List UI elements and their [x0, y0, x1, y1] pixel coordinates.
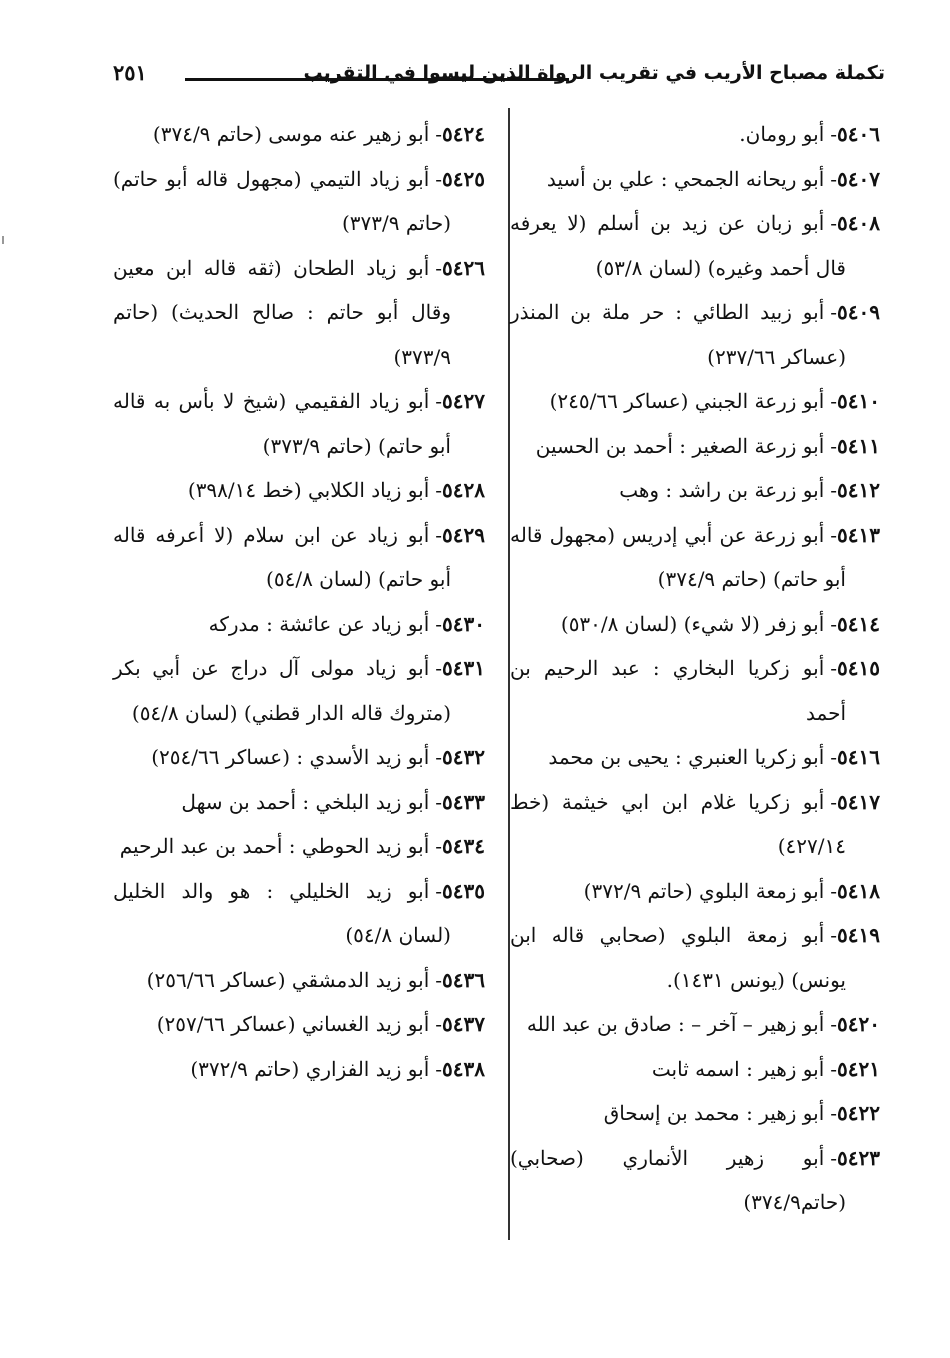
entry-text: أبو زبيد الطائي : حر ملة بن المنذر (عساكر ٢٣٧/٦٦) — [510, 300, 846, 369]
entry: ٥٤٣٠-أبو زياد عن عائشة : مدركه — [208, 611, 485, 636]
entry: ٥٤٠٩-أبو زبيد الطائي : حر ملة بن المنذر (عساكر ٢٣٧/٦٦) — [510, 300, 880, 369]
entry-number: ٥٤٠٧ — [837, 166, 880, 191]
entry: ٥٤٣٤-أبو زيد الحوطي : أحمد بن عبد الرحيم — [119, 834, 485, 858]
entry: ٥٤٢٨-أبو زياد الكلابي (خط ٣٩٨/١٤) — [187, 478, 485, 502]
entry-text: أبو زيد الغساني (عساكر ٢٥٧/٦٦) — [156, 1012, 430, 1036]
entry-number: ٥٤٢٧ — [442, 389, 485, 413]
entry-number: ٥٤٢٦ — [442, 255, 485, 280]
entry-text: أبو زهير – آخر – : صادق بن عبد الله — [526, 1012, 825, 1036]
entry-number: ٥٤٣٠ — [442, 611, 485, 636]
entry-number: ٥٤٢٩ — [442, 522, 485, 547]
entry: ٥٤٣٢-أبو زيد الأسدي : (عساكر ٢٥٤/٦٦) — [151, 745, 485, 769]
entry-text: أبو زيد البلخي : أحمد بن سهل — [181, 789, 430, 814]
entry: ٥٤٣٨-أبو زيد الفزاري (حاتم ٣٧٢/٩) — [190, 1056, 485, 1081]
entry: ٥٤١٨-أبو زمعة البلوي (حاتم ٣٧٢/٩) — [583, 878, 880, 903]
entry-text: أبو زياد عن عائشة : مدركه — [208, 611, 430, 636]
entry: ٥٤٢٧-أبو زياد الفقيمي (شيخ لا بأس به قاله أبو حاتم) (حاتم ٣٧٣/٩) — [113, 389, 485, 458]
entry-text: أبو زيد الخليلي : هو والد الخليل (لسان ٥٤/٨) — [113, 878, 451, 947]
entry-number: ٥٤٣٣ — [442, 789, 485, 814]
right-column — [510, 112, 880, 1225]
entry-number: ٥٤٢٢ — [837, 1101, 880, 1125]
entry-number: ٥٤١٩ — [837, 923, 880, 947]
entry-number: ٥٤١٣ — [837, 522, 880, 547]
entry: ٥٤٣٦-أبو زيد الدمشقي (عساكر ٢٥٦/٦٦) — [146, 967, 485, 992]
entry-number: ٥٤٠٦ — [837, 122, 880, 146]
entry: ٥٤٢١-أبو زهير : اسمه ثابت — [651, 1056, 880, 1081]
entry-number: ٥٤٢٠ — [837, 1012, 880, 1036]
entry: ٥٤٢٠-أبو زهير – آخر – : صادق بن عبد الله — [526, 1012, 880, 1036]
entry-number: ٥٤١٧ — [837, 789, 880, 814]
running-title: تكملة مصباح الأريب في تقريب الرواة الذين ليسوا في التقريب — [303, 62, 885, 84]
entry-text: أبو زرعة بن راشد : وهب — [619, 478, 825, 502]
entry-number: ٥٤١٥ — [837, 656, 880, 680]
entry-number: ٥٤٣٢ — [442, 745, 485, 769]
entry-text: أبو زيد الدمشقي (عساكر ٢٥٦/٦٦) — [146, 967, 430, 992]
entry-number: ٥٤٣٧ — [442, 1012, 485, 1036]
entry-text: أبو زكريا العنبري : يحيى بن محمد — [548, 745, 825, 769]
entry: ٥٤٢٦-أبو زياد الطحان (ثقه قاله ابن معين وقال أبو حاتم : صالح الحديث) (حاتم ٣٧٣/٩) — [113, 255, 485, 369]
entry: ٥٤١٧-أبو زكريا غلام ابن ابي خيثمة (خط ٤٢٧/١٤) — [510, 789, 880, 858]
entry-text: أبو زهير : محمد بن إسحاق — [603, 1101, 825, 1125]
entry-text: أبو زياد الفقيمي (شيخ لا بأس به قاله أبو حاتم) (حاتم ٣٧٣/٩) — [113, 389, 451, 458]
entry-number: ٥٤٣١ — [442, 656, 485, 680]
entry: ٥٤٠٦-أبو رومان. — [739, 122, 880, 146]
entry: ٥٤٢٤-أبو زهير عنه موسى (حاتم ٣٧٤/٩) — [152, 122, 485, 146]
entry: ٥٤٠٨-أبو زبان عن زيد بن أسلم (لا يعرفه قال أحمد وغيره) (لسان ٥٣/٨) — [510, 211, 880, 280]
entry: ٥٤٢٥-أبو زياد التيمي (مجهول قاله أبو حاتم) (حاتم ٣٧٣/٩) — [113, 166, 485, 235]
page-number: ٢٥١ — [113, 60, 147, 85]
entry-number: ٥٤٣٨ — [442, 1056, 485, 1081]
entry-text: أبو زهير : اسمه ثابت — [651, 1056, 825, 1081]
entry: ٥٤٢٢-أبو زهير : محمد بن إسحاق — [603, 1101, 880, 1125]
entry-text: أبو زياد عن ابن سلام (لا أعرفه قاله أبو حاتم) (لسان ٥٤/٨) — [113, 522, 451, 591]
entry-number: ٥٤٣٥ — [442, 878, 485, 903]
entry: ٥٤٢٩-أبو زياد عن ابن سلام (لا أعرفه قاله أبو حاتم) (لسان ٥٤/٨) — [113, 522, 485, 591]
entry: ٥٤١٤-أبو زفر (لا شيء) (لسان ٥٣٠/٨) — [560, 611, 880, 636]
entry-text: أبو زيد الحوطي : أحمد بن عبد الرحيم — [119, 834, 430, 858]
page-header — [105, 62, 885, 92]
entry-number: ٥٤١٦ — [837, 745, 880, 769]
entry-number: ٥٤٢٣ — [837, 1145, 880, 1170]
entry: ٥٤٠٧-أبو ريحانه الجمحي : علي بن أسيد — [546, 166, 880, 191]
entry-number: ٥٤٢٥ — [442, 166, 485, 191]
entry-number: ٥٤٣٤ — [442, 834, 485, 858]
entry: ٥٤١٩-أبو زمعة البلوي (صحابي قاله ابن يونس) (يونس ١٤٣١). — [510, 923, 880, 992]
entry-text: أبو زياد مولى آل دراج عن أبي بكر (متروك قاله الدار قطني) (لسان ٥٤/٨) — [113, 656, 451, 725]
entry-text: أبو زكريا البخاري : عبد الرحيم بن أحمد — [510, 656, 846, 725]
entry-text: أبو زبان عن زيد بن أسلم (لا يعرفه قال أحمد وغيره) (لسان ٥٣/٨) — [510, 211, 846, 280]
entry-text: أبو زكريا غلام ابن ابي خيثمة (خط ٤٢٧/١٤) — [510, 789, 846, 858]
entry-text: أبو زمعة البلوي (حاتم ٣٧٢/٩) — [583, 878, 825, 903]
entry-text: أبو زياد الكلابي (خط ٣٩٨/١٤) — [187, 478, 430, 502]
entry: ٥٤١٣-أبو زرعة عن أبي إدريس (مجهول قاله أبو حاتم) (حاتم ٣٧٤/٩) — [510, 522, 880, 591]
entry: ٥٤٣٥-أبو زيد الخليلي : هو والد الخليل (لسان ٥٤/٨) — [113, 878, 485, 947]
entry: ٥٤١٠-أبو زرعة الجبني (عساكر ٢٤٥/٦٦) — [549, 389, 880, 413]
entry-number: ٥٤١٤ — [837, 611, 880, 636]
entry-number: ٥٤١١ — [837, 433, 880, 458]
entry-text: أبو ريحانه الجمحي : علي بن أسيد — [546, 166, 825, 191]
entry: ٥٤١٢-أبو زرعة بن راشد : وهب — [619, 478, 880, 502]
entry-number: ٥٤٢١ — [837, 1056, 880, 1081]
entry-text: أبو زرعة عن أبي إدريس (مجهول قاله أبو حاتم) (حاتم ٣٧٤/٩) — [510, 522, 846, 591]
entry: ٥٤٣٣-أبو زيد البلخي : أحمد بن سهل — [181, 789, 485, 814]
entry-text: أبو زرعة الصغير : أحمد بن الحسين — [535, 433, 825, 458]
entry-number: ٥٤٢٨ — [442, 478, 485, 502]
entry-text: أبو زهير عنه موسى (حاتم ٣٧٤/٩) — [152, 122, 430, 146]
entry-text: أبو زياد الطحان (ثقه قاله ابن معين وقال أبو حاتم : صالح الحديث) (حاتم ٣٧٣/٩) — [113, 255, 451, 369]
entry-text: أبو رومان. — [739, 122, 825, 146]
entry-number: ٥٤١٠ — [837, 389, 880, 413]
entry-number: ٥٤٠٩ — [837, 300, 880, 324]
entry-text: أبو زرعة الجبني (عساكر ٢٤٥/٦٦) — [549, 389, 825, 413]
entry: ٥٤١٦-أبو زكريا العنبري : يحيى بن محمد — [548, 745, 880, 769]
entry-number: ٥٤١٨ — [837, 878, 880, 903]
entry-text: أبو زهير الأنماري (صحابي) (حاتم٣٧٤/٩) — [510, 1145, 846, 1214]
entry-number: ٥٤٣٦ — [442, 967, 485, 992]
margin-mark — [2, 236, 4, 244]
entry: ٥٤٢٣-أبو زهير الأنماري (صحابي) (حاتم٣٧٤/٩) — [510, 1145, 880, 1214]
entry-text: أبو زيد الأسدي : (عساكر ٢٥٤/٦٦) — [151, 745, 430, 769]
left-column — [113, 112, 485, 1091]
entry-text: أبو زمعة البلوي (صحابي قاله ابن يونس) (يونس ١٤٣١). — [510, 923, 846, 992]
header-rule — [185, 78, 569, 81]
entry-number: ٥٤١٢ — [837, 478, 880, 502]
entry-text: أبو زيد الفزاري (حاتم ٣٧٢/٩) — [190, 1056, 430, 1081]
entry: ٥٤١١-أبو زرعة الصغير : أحمد بن الحسين — [535, 433, 880, 458]
entry: ٥٤١٥-أبو زكريا البخاري : عبد الرحيم بن أحمد — [510, 656, 880, 725]
entry-text: أبو زياد التيمي (مجهول قاله أبو حاتم) (حاتم ٣٧٣/٩) — [113, 166, 451, 235]
entry-text: أبو زفر (لا شيء) (لسان ٥٣٠/٨) — [560, 611, 825, 636]
entry: ٥٤٣١-أبو زياد مولى آل دراج عن أبي بكر (متروك قاله الدار قطني) (لسان ٥٤/٨) — [113, 656, 485, 725]
entry: ٥٤٣٧-أبو زيد الغساني (عساكر ٢٥٧/٦٦) — [156, 1012, 485, 1036]
entry-number: ٥٤٠٨ — [837, 211, 880, 235]
entry-number: ٥٤٢٤ — [442, 122, 485, 146]
